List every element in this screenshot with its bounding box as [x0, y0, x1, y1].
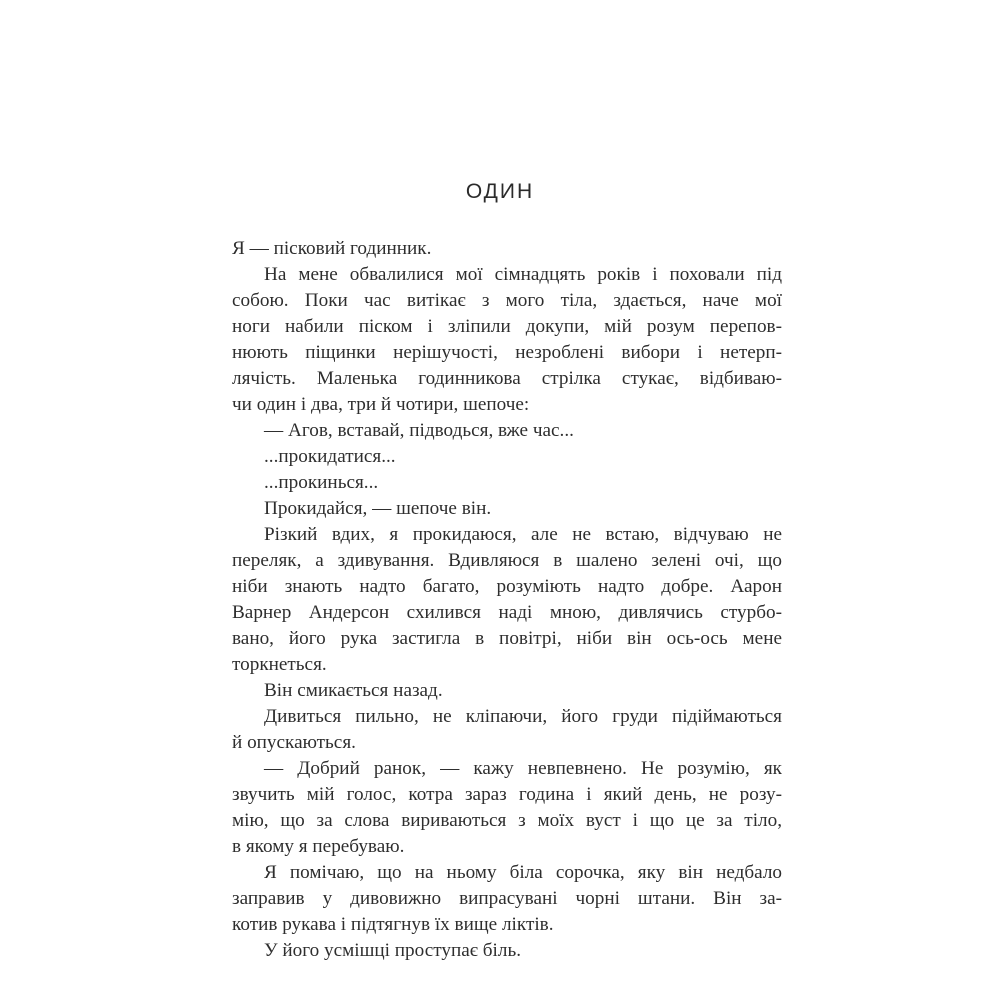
text-line: ...прокинься... — [264, 472, 379, 493]
text-line: торкнеться. — [232, 654, 327, 675]
chapter-title: ОДИН — [465, 180, 535, 203]
text-line: — Агов, вставай, підводься, вже час... — [264, 420, 574, 441]
text-line: Я помічаю, що на ньому біла сорочка, яку він недбало — [264, 862, 782, 883]
text-line: ніби знають надто багато, розуміють надто добре. Аарон — [232, 576, 782, 597]
text-line: ...прокидатися... — [264, 446, 396, 467]
text-line: в якому я перебуваю. — [232, 836, 405, 857]
body-text — [232, 236, 782, 964]
text-line: лячість. Маленька годинникова стрілка стукає, відбиваю- — [232, 368, 782, 389]
text-line: Різкий вдих, я прокидаюся, але не встаю, відчуваю не — [264, 524, 782, 545]
text-line: чи один і два, три й чотири, шепоче: — [232, 394, 530, 415]
text-line: Я — пісковий годинник. — [232, 238, 432, 259]
text-line: вано, його рука застигла в повітрі, ніби він ось-ось мене — [232, 628, 782, 649]
text-line: — Добрий ранок, — кажу невпевнено. Не розумію, як — [264, 758, 782, 779]
text-line: На мене обвалилися мої сімнадцять років і поховали під — [264, 264, 782, 285]
text-line: Він смикається назад. — [264, 680, 443, 701]
text-line: котив рукава і підтягнув їх вище ліктів. — [232, 914, 554, 935]
text-line: Дивиться пильно, не кліпаючи, його груди підіймаються — [264, 706, 782, 727]
text-line: й опускаються. — [232, 732, 356, 753]
text-line: нюють піщинки нерішучості, незроблені вибори і нетерп- — [232, 342, 782, 363]
text-line: Прокидайся, — шепоче він. — [264, 498, 492, 519]
text-line: собою. Поки час витікає з мого тіла, здається, наче мої — [232, 290, 782, 311]
text-line: У його усмішці проступає біль. — [264, 940, 521, 961]
text-line: переляк, а здивування. Вдивляюся в шалено зелені очі, що — [232, 550, 782, 571]
text-line: ноги набили піском і зліпили докупи, мій розум перепов- — [232, 316, 782, 337]
text-line: Варнер Андерсон схилився наді мною, дивлячись стурбо- — [232, 602, 782, 623]
text-line: звучить мій голос, котра зараз година і який день, не розу- — [232, 784, 782, 805]
text-line: мію, що за слова вириваються з моїх вуст і що це за тіло, — [232, 810, 782, 831]
text-line: заправив у дивовижно випрасувані чорні штани. Він за- — [232, 888, 782, 909]
